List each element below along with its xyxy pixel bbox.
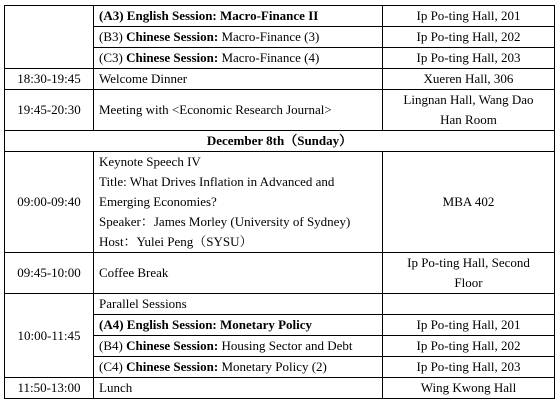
welcome-venue: Xueren Hall, 306	[383, 69, 555, 90]
coffee-venue	[383, 253, 555, 294]
table-row	[5, 378, 555, 399]
table-row	[5, 152, 555, 253]
welcome-time: 18:30-19:45	[5, 69, 94, 90]
session-b3-venue: Ip Po-ting Hall, 202	[383, 27, 555, 48]
session-c3-venue: Ip Po-ting Hall, 203	[383, 48, 555, 69]
session-a3: (A3) English Session: Macro-Finance II	[94, 6, 383, 27]
meeting-venue-line2: Han Room	[440, 112, 497, 127]
keynote-venue: MBA 402	[383, 152, 555, 253]
meeting-event: Meeting with <Economic Research Journal>	[94, 90, 383, 131]
parallel-time: 10:00-11:45	[5, 294, 94, 378]
welcome-event: Welcome Dinner	[94, 69, 383, 90]
session-a3-venue: Ip Po-ting Hall, 201	[383, 6, 555, 27]
session-c4: (C4) Chinese Session: Monetary Policy (2)	[94, 357, 383, 378]
meeting-venue-line1: Lingnan Hall, Wang Dao	[403, 92, 534, 107]
keynote-time: 09:00-09:40	[5, 152, 94, 253]
coffee-event: Coffee Break	[94, 253, 383, 294]
lunch-venue: Wing Kwong Hall	[383, 378, 555, 399]
keynote-speaker: Speaker：James Morley (University of Sydney)	[99, 214, 351, 229]
session-a4-venue: Ip Po-ting Hall, 201	[383, 315, 555, 336]
lunch-time: 11:50-13:00	[5, 378, 94, 399]
table-row	[5, 253, 555, 294]
table-row	[5, 294, 555, 315]
session-b3: (B3) Chinese Session: Macro-Finance (3)	[94, 27, 383, 48]
keynote-title-line2: Emerging Economies?	[99, 194, 217, 209]
keynote-title-line1: Title: What Drives Inflation in Advanced and	[99, 174, 335, 189]
meeting-venue	[383, 90, 555, 131]
table-row	[5, 6, 555, 27]
session-b4-venue: Ip Po-ting Hall, 202	[383, 336, 555, 357]
lunch-event: Lunch	[94, 378, 383, 399]
table-row	[5, 90, 555, 131]
meeting-time: 19:45-20:30	[5, 90, 94, 131]
session-b4: (B4) Chinese Session: Housing Sector and Debt	[94, 336, 383, 357]
parallel-label: Parallel Sessions	[94, 294, 383, 315]
coffee-venue-line1: Ip Po-ting Hall, Second	[407, 255, 530, 270]
date-header: December 8th（Sunday）	[5, 131, 555, 152]
keynote-host: Host：Yulei Peng（SYSU）	[99, 234, 253, 249]
keynote-title-label: Keynote Speech IV	[99, 154, 201, 169]
keynote-event	[94, 152, 383, 253]
session-c4-venue: Ip Po-ting Hall, 203	[383, 357, 555, 378]
table-row	[5, 131, 555, 152]
time-cell-continued	[5, 6, 94, 69]
coffee-venue-line2: Floor	[454, 275, 483, 290]
session-a4: (A4) English Session: Monetary Policy	[94, 315, 383, 336]
coffee-time: 09:45-10:00	[5, 253, 94, 294]
parallel-venue-empty	[383, 294, 555, 315]
table-row	[5, 69, 555, 90]
agenda-table	[4, 5, 555, 399]
session-c3: (C3) Chinese Session: Macro-Finance (4)	[94, 48, 383, 69]
